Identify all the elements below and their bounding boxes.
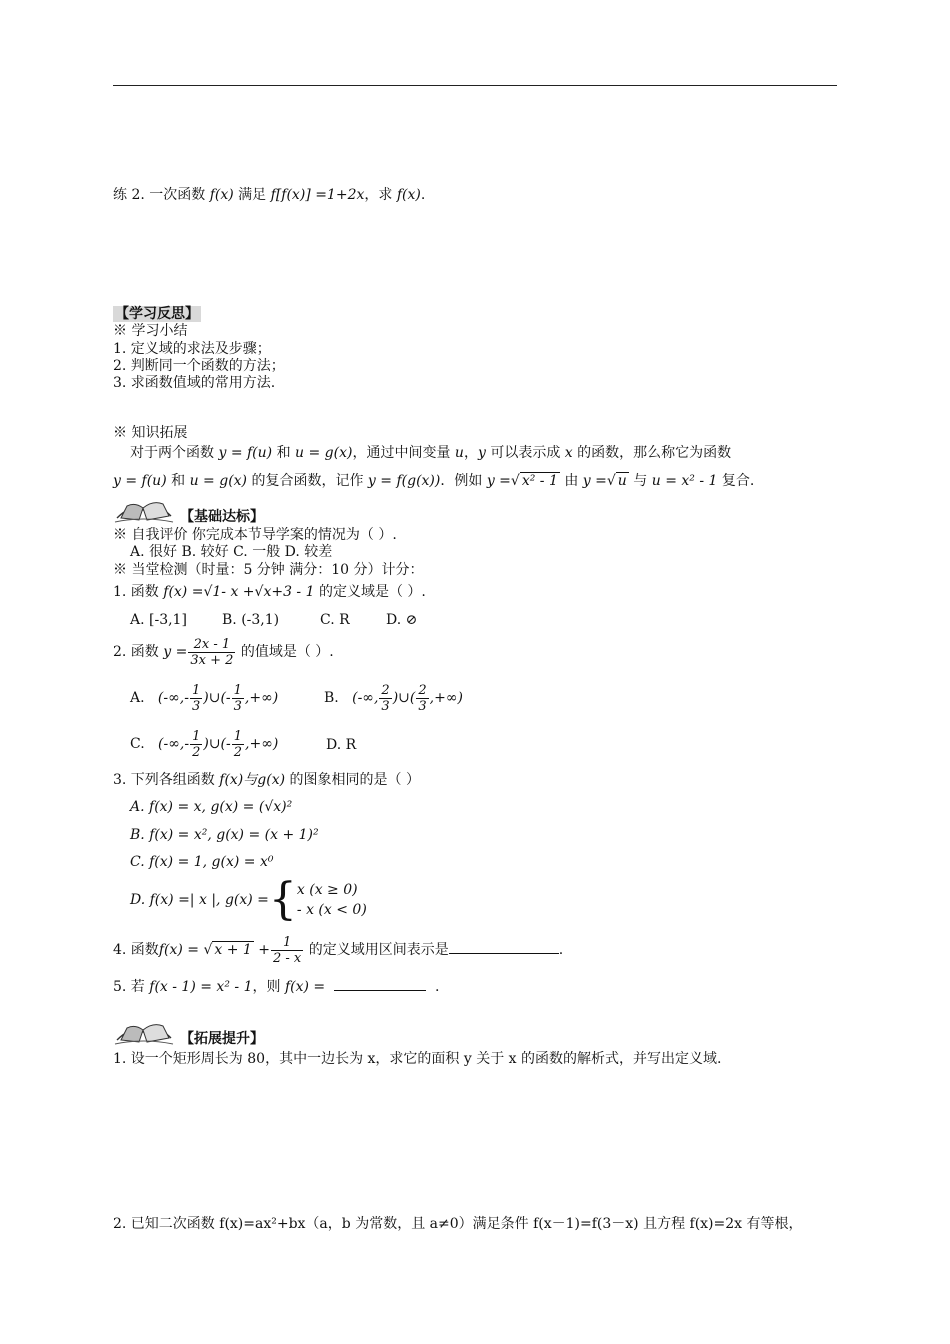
question-4: 4. 函数f(x) = √ x + 1 + $\frac{1}{2 - x}$ 的定义域用区间表示是 . — [113, 934, 564, 966]
self-eval: ※ 自我评价 你完成本节导学案的情况为（ ）. — [113, 527, 397, 543]
reflection-header: 【学习反思】 — [115, 306, 199, 322]
open-book-icon — [113, 496, 175, 524]
advanced-problem-2: 2. 已知二次函数 f(x)=ax²+bx（a，b 为常数，且 a≠0）满足条件 f(x－1)=f(3－x) 且方程 f(x)=2x 有等根， — [113, 1216, 803, 1232]
summary-item-3: 3. 求函数值域的常用方法. — [113, 375, 276, 391]
test-title: ※ 当堂检测（时量：5 分钟 满分：10 分）计分： — [113, 562, 424, 578]
question-5: 5. 若 f(x - 1) = x² - 1，则 f(x) = . — [113, 979, 440, 995]
extension-line-1: 对于两个函数 y = f(u) 和 u = g(x)，通过中间变量 u，y 可以表示成 x 的函数，那么称它为函数 — [130, 445, 732, 461]
summary-item-1: 1. 定义域的求法及步骤； — [113, 341, 271, 357]
q2-option-a: A. (-∞,- $\frac{1}{3}$ )∪(- $\frac{1}{3}$ ,+∞) — [130, 682, 279, 714]
summary-title: ※ 学习小结 — [113, 323, 188, 339]
open-book-icon-2 — [113, 1018, 175, 1046]
q2-option-c: C. (-∞,- $\frac{1}{2}$ )∪(- $\frac{1}{2}$ ,+∞) — [130, 728, 279, 760]
q1-option-b: B. (-3,1) — [222, 612, 280, 628]
q5-answer-blank[interactable] — [334, 990, 426, 991]
ex2-expr2: f[f(x)] =1+2x — [270, 187, 365, 203]
q2-option-d: D. R — [326, 737, 357, 753]
advanced-problem-1: 1. 设一个矩形周长为 80，其中一边长为 x，求它的面积 y 关于 x 的函数的解析式，并写出定义域. — [113, 1051, 722, 1067]
q4-answer-blank[interactable] — [449, 953, 559, 954]
q2-option-b: B. (-∞, $\frac{2}{3}$ )∪( $\frac{2}{3}$ ,+∞) — [324, 682, 463, 714]
q1-option-c: C. R — [320, 612, 350, 628]
basic-header: 【基础达标】 — [180, 509, 264, 525]
ex2-prefix: 练 2. 一次函数 — [113, 187, 210, 203]
self-eval-options: A. 很好 B. 较好 C. 一般 D. 较差 — [130, 544, 333, 560]
q1-option-d: D. ⊘ — [386, 612, 418, 628]
question-1: 1. 函数 f(x) =√1- x +√x+3 - 1 的定义域是（ ）. — [113, 584, 426, 600]
q3-option-b: B. f(x) = x², g(x) = (x + 1)² — [130, 827, 319, 843]
q1-option-a: A. [-3,1] — [130, 612, 187, 628]
exercise-2 — [113, 186, 425, 204]
ex2-expr1: f(x) — [209, 187, 234, 203]
extension-line-2: y = f(u) 和 u = g(x) 的复合函数，记作 y = f(g(x))．例如 y =√ x² - 1 由 y =√ u 与 u = x² - 1 复合. — [113, 473, 755, 489]
ex2-mid: 满足 — [233, 187, 271, 203]
q3-option-a: A. f(x) = x, g(x) = (√x)² — [130, 799, 293, 815]
header-rule — [113, 85, 837, 86]
advanced-header: 【拓展提升】 — [180, 1031, 264, 1047]
reflection-section — [113, 305, 201, 323]
q3-option-d: D. f(x) =| x |, g(x) ={ x (x ≥ 0) - x (x < 0) — [130, 874, 367, 925]
question-2: 2. 函数 y = $\frac{2x - 1}{3x + 2}$ 的值域是（ ）. — [113, 636, 334, 668]
extension-title: ※ 知识拓展 — [113, 425, 188, 441]
question-3: 3. 下列各组函数 f(x)与g(x) 的图象相同的是（ ） — [113, 772, 420, 788]
ex2-end: . — [420, 187, 426, 203]
ex2-mid2: ，求 — [364, 187, 397, 203]
summary-item-2: 2. 判断同一个函数的方法； — [113, 358, 285, 374]
ex2-expr3: f(x) — [396, 187, 421, 203]
q3-option-c: C. f(x) = 1, g(x) = x⁰ — [130, 854, 274, 870]
